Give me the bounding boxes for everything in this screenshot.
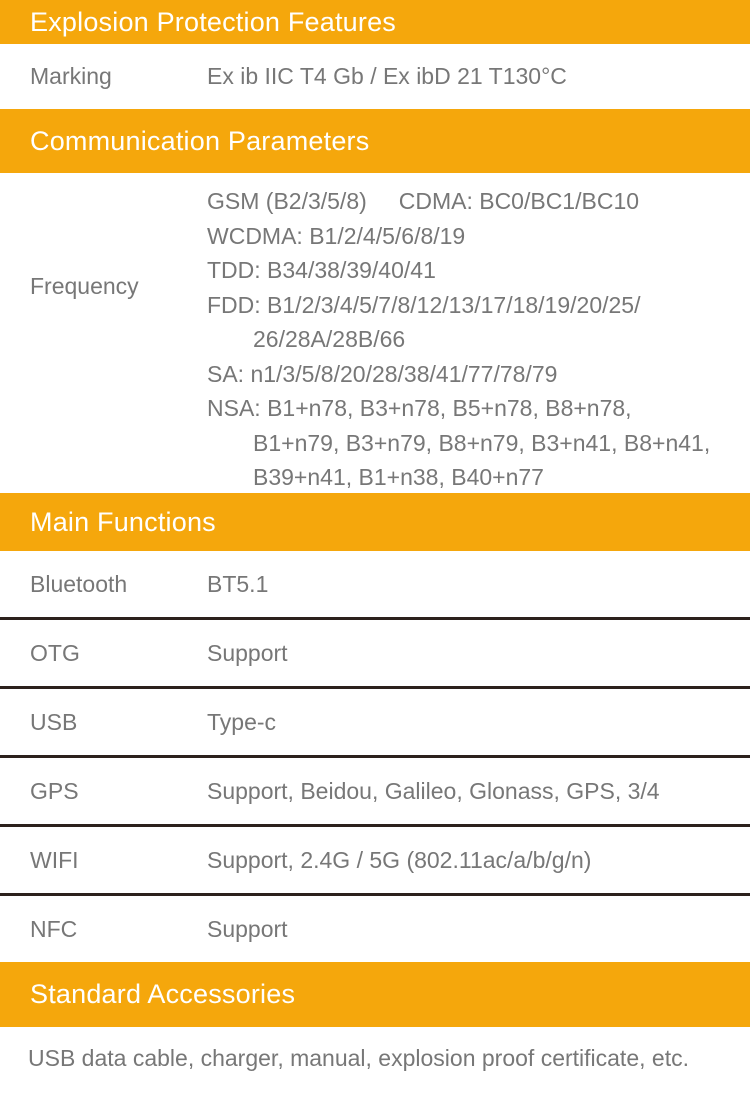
frequency-line-wcdma: WCDMA: B1/2/4/5/6/8/19 [207,222,466,249]
row-label-usb: USB [30,708,78,735]
frequency-line-nsa: NSA: B1+n78, B3+n78, B5+n78, B8+n78, [207,395,632,421]
section-header-standard-accessories [0,962,750,1027]
row-value-marking: Ex ib IIC T4 Gb / Ex ibD 21 T130°C [207,63,567,89]
row-label-frequency: Frequency [30,273,139,299]
spec-row-usb [0,689,750,755]
section-title-standard-accessories: Standard Accessories [30,979,296,1009]
row-value-otg: Support [207,639,288,666]
row-value-bluetooth: BT5.1 [207,570,269,597]
frequency-line-tdd: TDD: B34/38/39/40/41 [207,257,436,283]
spec-row-wifi [0,827,750,893]
row-label-otg: OTG [30,639,80,666]
spec-row-marking [0,44,750,109]
frequency-lines [207,173,710,493]
accessories-note: USB data cable, charger, manual, explosion proof certificate, etc. [28,1045,689,1071]
frequency-line-fdd: FDD: B1/2/3/4/5/7/8/12/13/17/18/19/20/25/ [207,291,641,318]
row-label-wifi: WIFI [30,846,79,873]
section-title-main-functions: Main Functions [30,506,216,537]
row-label-nfc: NFC [30,915,78,942]
spec-row-nfc [0,896,750,962]
section-header-communication-parameters [0,109,750,173]
section-title-communication-parameters: Communication Parameters [30,125,370,156]
row-value-usb: Type-c [207,708,277,735]
frequency-line-nsa-continued-2: B39+n41, B1+n38, B40+n77 [253,464,544,490]
section-title-explosion-protection: Explosion Protection Features [30,6,396,37]
row-label-gps: GPS [30,777,79,804]
row-value-nfc: Support [207,915,288,942]
frequency-line-gsm-cdma: GSM (B2/3/5/8) CDMA: BC0/BC1/BC10 [207,188,640,214]
frequency-line-sa: SA: n1/3/5/8/20/28/38/41/77/78/79 [207,360,558,387]
frequency-line-nsa-continued-1: B1+n79, B3+n79, B8+n79, B3+n41, B8+n41, [253,429,711,456]
row-value-gps: Support, Beidou, Galileo, Glonass, GPS, 3/4 [207,777,660,804]
spec-row-otg [0,620,750,686]
spec-row-frequency [0,173,750,493]
section-header-main-functions [0,493,750,551]
frequency-line-fdd-continued: 26/28A/28B/66 [253,326,406,352]
row-value-wifi: Support, 2.4G / 5G (802.11ac/a/b/g/n) [207,846,592,873]
section-header-explosion-protection [0,0,750,44]
row-label-bluetooth: Bluetooth [30,570,128,597]
spec-row-gps [0,758,750,824]
spec-row-bluetooth [0,551,750,617]
row-label-marking: Marking [30,63,112,89]
